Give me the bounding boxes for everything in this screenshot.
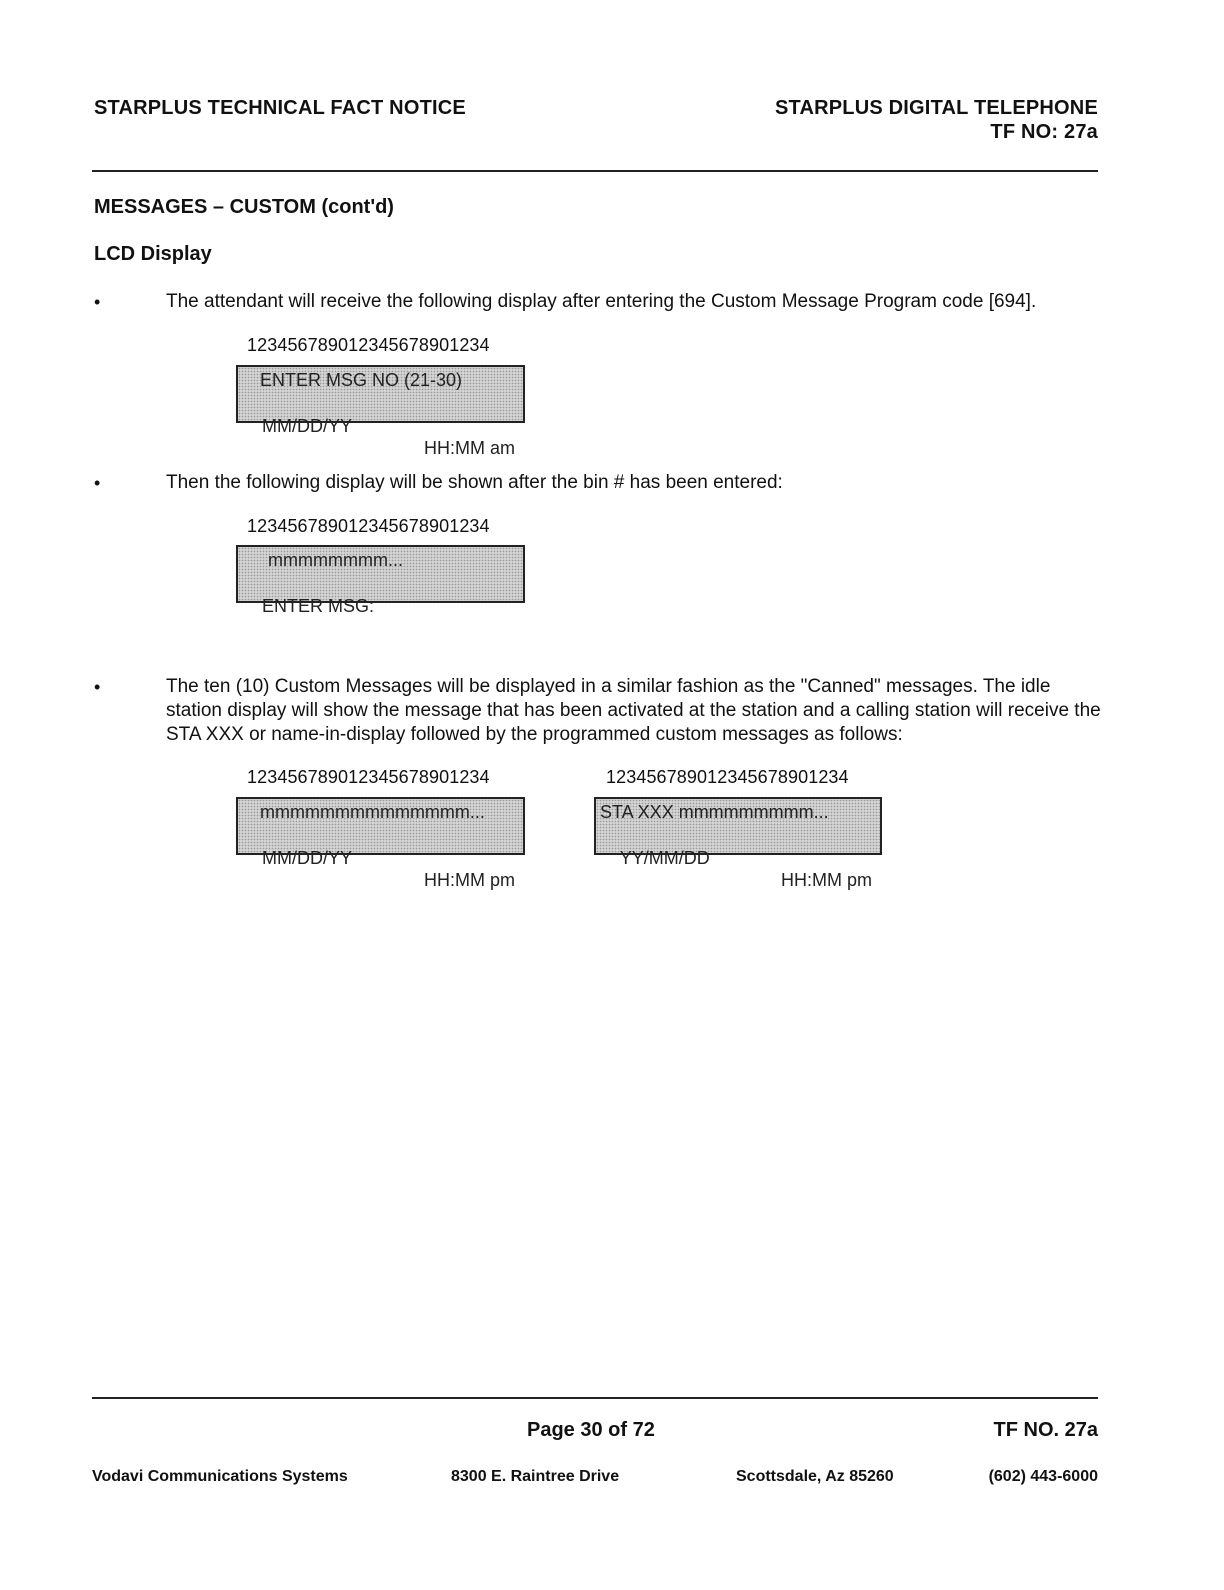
lcd-display-3a — [236, 797, 525, 890]
footer-rule — [92, 1397, 1098, 1399]
lcd-line-2 — [242, 393, 519, 458]
header-left-title: STARPLUS TECHNICAL FACT NOTICE — [94, 97, 466, 119]
item-3-text: The ten (10) Custom Messages will be displayed in a similar fashion as the "Canned" messages. The idle station display will show the message that has been activated at the station and a calling station will receive the STA XXX or name-in-display followed by the programmed custom messages as follows: — [166, 676, 1101, 745]
lcd-prompt: ENTER MSG: — [262, 596, 375, 616]
lcd-time: HH:MM pm — [424, 870, 515, 890]
header-rule — [92, 170, 1098, 172]
lcd-line-1: ENTER MSG NO (21-30) — [260, 370, 463, 390]
lcd-line-1: STA XXX mmmmmmmmm... — [600, 802, 829, 822]
page-number: Page 30 of 72 — [527, 1419, 655, 1441]
item-1-ruler: 1234567890123456789012​34 — [247, 335, 490, 355]
item-2-text: Then the following display will be shown after the bin # has been entered: — [166, 472, 783, 493]
item-1-text: The attendant will receive the following display after entering the Custom Message Program code [694]. — [166, 291, 1037, 312]
bullet-icon: • — [94, 292, 101, 312]
item-2-ruler: 1234567890123456789012​34 — [247, 516, 490, 536]
section-subtitle: LCD Display — [94, 243, 212, 265]
lcd-time: HH:MM pm — [781, 870, 872, 890]
lcd-display-1 — [236, 365, 525, 458]
item-3-ruler-b: 1234567890123456789012​34 — [606, 767, 849, 787]
lcd-time: HH:MM am — [424, 438, 515, 458]
lcd-line-2 — [600, 825, 876, 890]
lcd-line-2 — [242, 573, 519, 616]
header-right-title: STARPLUS DIGITAL TELEPHONE — [775, 97, 1098, 119]
section-title: MESSAGES – CUSTOM (cont'd) — [94, 196, 394, 218]
footer-address: 8300 E. Raintree Drive — [451, 1468, 620, 1485]
bullet-icon: • — [94, 473, 101, 493]
lcd-date: MM/DD/YY — [262, 848, 353, 868]
lcd-line-2 — [242, 825, 519, 890]
lcd-display-3b — [594, 797, 882, 890]
bullet-icon: • — [94, 677, 101, 697]
lcd-date: YY/MM/DD — [619, 848, 710, 868]
lcd-line-1: mmmmmmmm... — [268, 550, 403, 570]
header-doc-number: TF NO: 27a — [990, 121, 1098, 143]
footer-doc-number: TF NO. 27a — [993, 1419, 1098, 1441]
footer-city: Scottsdale, Az 85260 — [736, 1468, 894, 1485]
item-3-ruler-a: 1234567890123456789012​34 — [247, 767, 490, 787]
footer-company: Vodavi Communications Systems — [92, 1468, 348, 1485]
footer-phone: (602) 443-6000 — [988, 1468, 1098, 1485]
lcd-date: MM/DD/YY — [262, 416, 353, 436]
lcd-display-2 — [236, 545, 525, 616]
lcd-line-1: mmmmmmmmmmmmmm... — [260, 802, 485, 822]
